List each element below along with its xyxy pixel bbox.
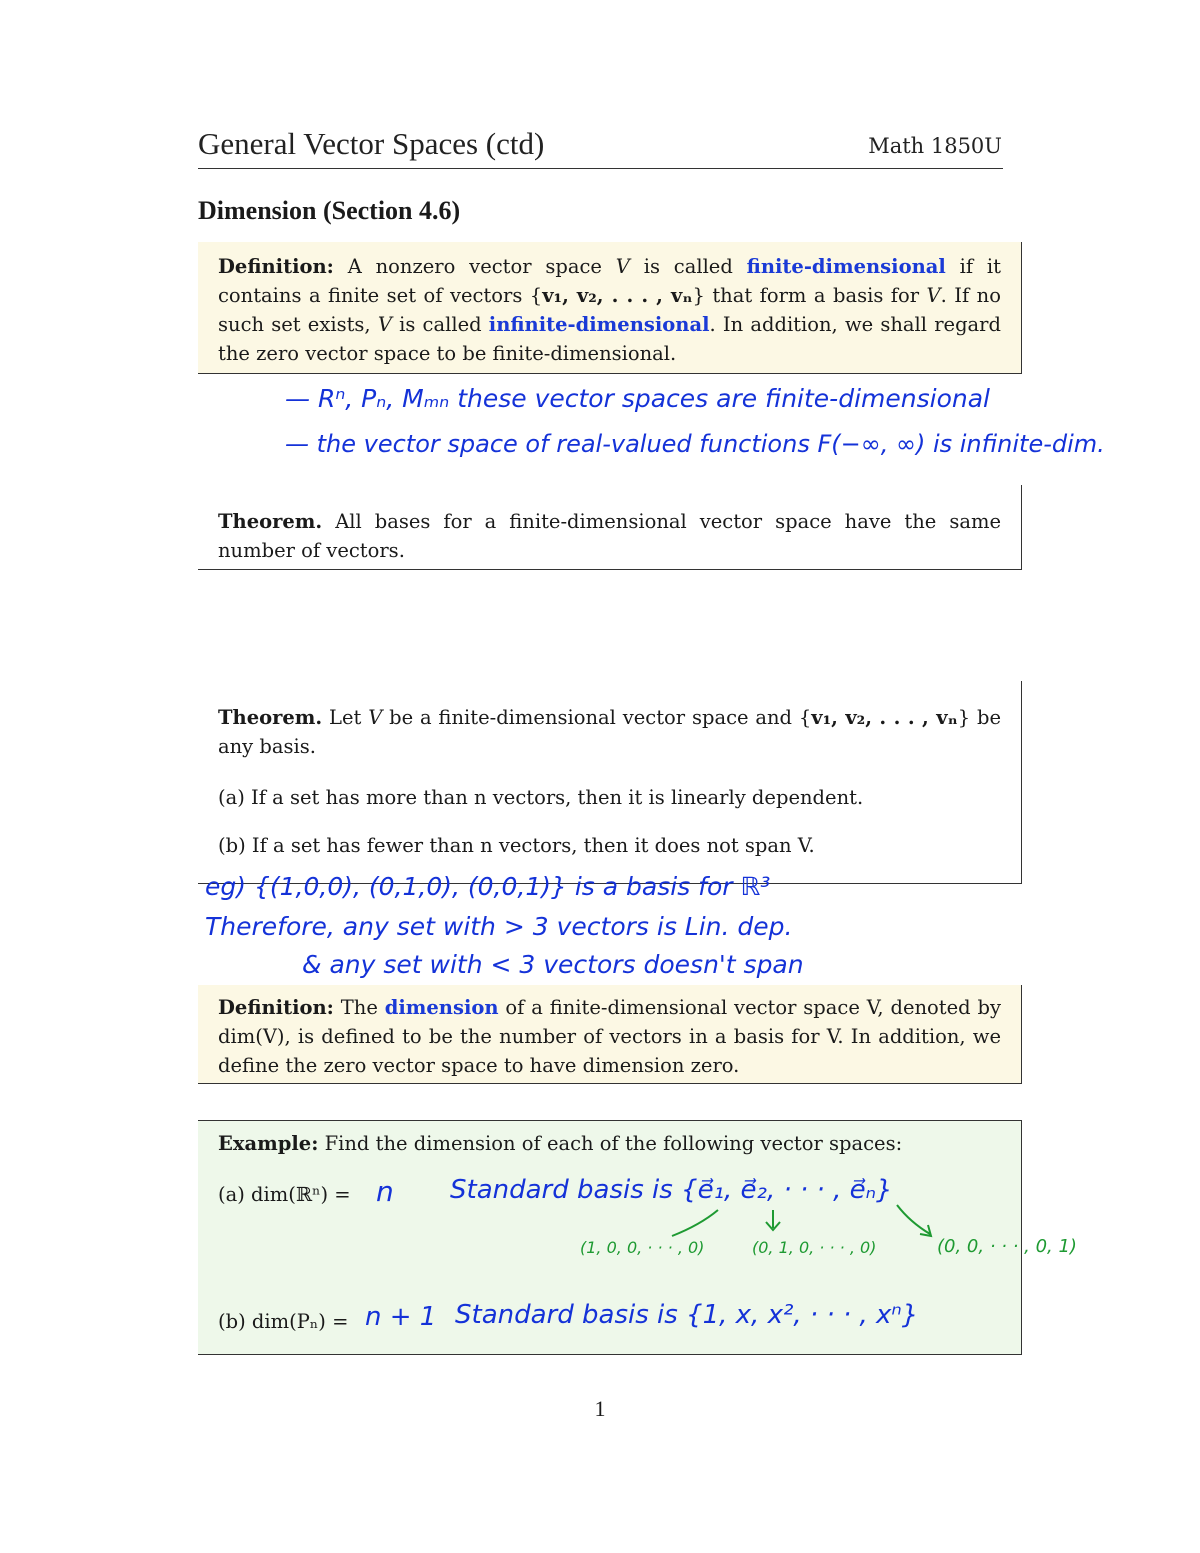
def1-text-3: if it contains a finite set of vectors { [218,255,1001,307]
handwritten-standard-basis-pn: Standard basis is {1, x, x², · · · , xⁿ} [455,1300,919,1330]
def1-v: V [615,255,630,278]
example-text: Find the dimension of each of the following vector spaces: [318,1132,903,1155]
theorem-bases-same-size [198,485,1022,570]
definition-label: Definition: [218,996,334,1019]
theorem2-part-b: (b) If a set has fewer than n vectors, then it does not span V. [218,834,815,857]
def1-text-4: } that form a basis for [692,284,927,307]
handwritten-standard-basis-rn: Standard basis is {e⃗₁, e⃗₂, · · · , e⃗ₙ} [450,1175,893,1205]
handwritten-answer-b: n + 1 [365,1302,437,1332]
definition-dimension [198,985,1022,1084]
definition-finite-dimensional [198,242,1022,374]
section-heading: Dimension (Section 4.6) [198,196,461,225]
def2-text-2: of a finite-dimensional vector space V, denoted by dim(V), is defined to be the number of vectors in a basis for V. In addition, we define the zero vector space to have dimension zero. [218,996,1001,1077]
theorem2-text-3: } be any basis. [218,706,1001,758]
page-title: General Vector Spaces (ctd) [198,126,545,161]
definition-label: Definition: [218,255,334,278]
theorem2-part-a: (a) If a set has more than n vectors, then it is linearly dependent. [218,786,864,809]
course-code: Math 1850U [868,134,1002,158]
term-infinite-dimensional: infinite-dimensional [488,313,710,336]
def1-vector-set: v₁, v₂, . . . , vₙ [542,284,693,307]
def1-v: V [377,313,392,336]
handwritten-therefore-dependent: Therefore, any set with > 3 vectors is Lin. dep. [205,912,793,941]
handwritten-answer-a: n [376,1175,394,1208]
page-number: 1 [594,1396,606,1421]
handwritten-note-infinite-functions: — the vector space of real-valued functions F(−∞, ∞) is infinite-dim. [285,430,1105,458]
handwritten-doesnt-span: & any set with < 3 vectors doesn't span [302,950,804,979]
def1-text-7: . In addition, we shall regard the zero vector space to be finite-dimensional. [218,313,1001,365]
theorem-text: All bases for a finite-dimensional vector space have the same number of vectors. [218,510,1001,562]
handwritten-note-finite-spaces: — Rⁿ, Pₙ, Mₘₙ these vector spaces are finite-dimensional [285,384,990,413]
unit-vector-e2: (0, 1, 0, · · · , 0) [752,1238,877,1257]
theorem-label: Theorem. [218,510,323,533]
def1-v: V [926,284,941,307]
term-finite-dimensional: finite-dimensional [746,255,946,278]
def2-text-1: The [333,996,385,1019]
theorem2-statement [218,703,1001,761]
theorem2-v: V [368,706,383,729]
example-label: Example: [218,1132,319,1155]
def1-text-1: A nonzero vector space [333,255,616,278]
example-part-b-label: (b) dim(Pₙ) = [218,1310,349,1333]
theorem-label: Theorem. [218,706,323,729]
term-dimension: dimension [384,996,499,1019]
header-rule [198,168,1003,169]
theorem-independence-span [198,681,1022,884]
theorem2-text-1: Let [322,706,369,729]
theorem2-vector-set: v₁, v₂, . . . , vₙ [811,706,958,729]
def1-text-5: . If no such set exists, [218,284,1001,336]
unit-vector-en: (0, 0, · · · , 0, 1) [937,1236,1077,1257]
def1-text-2: is called [629,255,747,278]
def1-text-6: is called [391,313,489,336]
example-part-a-label: (a) dim(ℝⁿ) = [218,1183,351,1206]
theorem2-text-2: be a finite-dimensional vector space and { [382,706,812,729]
unit-vector-e1: (1, 0, 0, · · · , 0) [580,1238,705,1257]
handwritten-example-basis: eg) {(1,0,0), (0,1,0), (0,0,1)} is a basis for ℝ³ [205,872,771,901]
